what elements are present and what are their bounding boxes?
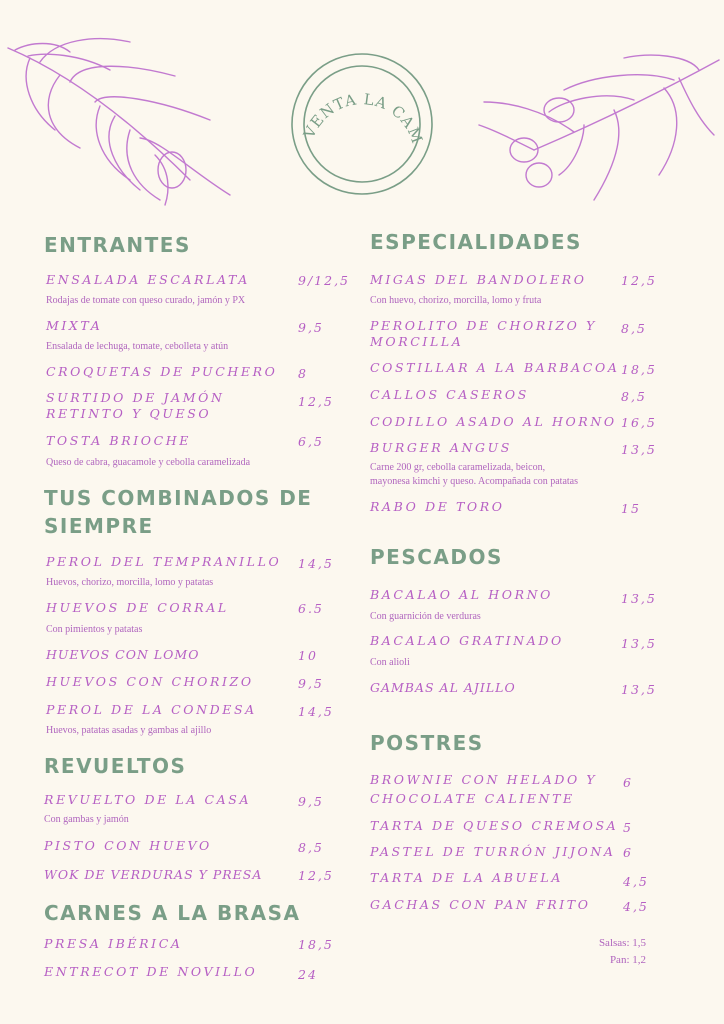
item-name: CHOCOLATE CALIENTE [370, 791, 575, 806]
salsas-price-note: Salsas: 1,5 [598, 937, 646, 949]
item-name: MORCILLA [370, 334, 464, 349]
item-name: BURGER ANGUS [370, 440, 512, 455]
item-price: 6 [623, 845, 633, 860]
item-price: 8,5 [298, 840, 324, 855]
section-title-revueltos: REVUELTOS [44, 754, 187, 778]
item-name: MIGAS DEL BANDOLERO [370, 272, 587, 287]
item-name: PISTO CON HUEVO [44, 838, 212, 853]
item-name: CODILLO ASADO AL HORNO [370, 414, 617, 429]
item-name: PEROL DEL TEMPRANILLO [46, 554, 282, 569]
item-name: HUEVOS CON LOMO [46, 647, 200, 662]
item-price: 8,5 [621, 389, 647, 404]
item-description: Con alioli [370, 657, 410, 668]
item-name: COSTILLAR A LA BARBACOA [370, 360, 620, 375]
item-price: 15 [621, 501, 641, 516]
item-price: 12,5 [621, 273, 657, 288]
item-name: BACALAO AL HORNO [370, 587, 553, 602]
item-name: HUEVOS CON CHORIZO [46, 674, 254, 689]
item-description: mayonesa kimchi y queso. Acompañada con patatas [370, 476, 578, 487]
item-name: TOSTA BRIOCHE [46, 433, 191, 448]
item-price: 6 [623, 775, 633, 790]
item-name: RETINTO Y QUESO [46, 406, 212, 421]
item-price: 9,5 [298, 794, 324, 809]
item-price: 10 [298, 648, 318, 663]
item-price: 4,5 [623, 899, 649, 914]
olive-branch-right-illustration [474, 50, 724, 210]
section-title-entrantes: ENTRANTES [44, 233, 191, 257]
item-price: 18,5 [298, 937, 334, 952]
item-description: Con guarnición de verduras [370, 611, 481, 622]
item-description: Huevos, patatas asadas y gambas al ajillo [46, 725, 212, 736]
item-price: 14,5 [298, 704, 334, 719]
item-price: 13,5 [621, 442, 657, 457]
item-description: Queso de cabra, guacamole y cebolla caramelizada [46, 457, 251, 468]
item-price: 13,5 [621, 591, 657, 606]
item-price: 16,5 [621, 415, 657, 430]
item-price: 4,5 [623, 874, 649, 889]
item-price: 6,5 [298, 434, 324, 449]
section-title-especialidades: ESPECIALIDADES [370, 230, 582, 254]
venta-la-camila-logo [290, 52, 434, 196]
item-description: Con gambas y jamón [44, 814, 129, 825]
item-name: PRESA IBÉRICA [44, 936, 183, 951]
item-name: TARTA DE LA ABUELA [370, 870, 563, 885]
item-name: HUEVOS DE CORRAL [46, 600, 229, 615]
section-title-combinados: SIEMPRE [44, 514, 154, 538]
item-price: 14,5 [298, 556, 334, 571]
section-title-carnes: CARNES A LA BRASA [44, 901, 301, 925]
item-name: CROQUETAS DE PUCHERO [46, 364, 278, 379]
item-price: 9,5 [298, 320, 324, 335]
item-name: REVUELTO DE LA CASA [44, 792, 252, 807]
item-name: CALLOS CASEROS [370, 387, 529, 402]
item-price: 9,5 [298, 676, 324, 691]
item-name: PEROLITO DE CHORIZO Y [370, 318, 597, 333]
item-price: 13,5 [621, 682, 657, 697]
item-name: ENSALADA ESCARLATA [46, 272, 250, 287]
item-name: PEROL DE LA CONDESA [46, 702, 257, 717]
item-description: Carne 200 gr, cebolla caramelizada, beicon, [370, 462, 546, 473]
item-description: Con huevo, chorizo, morcilla, lomo y fruta [370, 295, 542, 306]
item-name: RABO DE TORO [370, 499, 505, 514]
item-name: GAMBAS AL AJILLO [370, 680, 516, 695]
item-name: TARTA DE QUESO CREMOSA [370, 818, 619, 833]
item-description: Rodajas de tomate con queso curado, jamón y PX [46, 295, 246, 306]
item-price: 9/12,5 [298, 273, 350, 288]
item-description: Con pimientos y patatas [46, 624, 143, 635]
item-price: 18,5 [621, 362, 657, 377]
item-name: PASTEL DE TURRÓN JIJONA [370, 844, 616, 859]
item-price: 13,5 [621, 636, 657, 651]
item-description: Ensalada de lechuga, tomate, cebolleta y atún [46, 341, 229, 352]
item-price: 8 [298, 366, 308, 381]
pan-price-note: Pan: 1,2 [609, 954, 646, 966]
item-name: SURTIDO DE JAMÓN [46, 390, 225, 405]
section-title-pescados: PESCADOS [370, 545, 503, 569]
brand-name: VENTA LA CAM [299, 90, 427, 147]
section-title-postres: POSTRES [370, 731, 484, 755]
section-title-combinados: TUS COMBINADOS DE [44, 486, 313, 510]
item-price: 8,5 [621, 321, 647, 336]
item-price: 5 [623, 820, 633, 835]
item-description: Huevos, chorizo, morcilla, lomo y patatas [46, 577, 214, 588]
item-name: MIXTA [46, 318, 103, 333]
item-price: 12,5 [298, 868, 334, 883]
item-name: WOK DE VERDURAS Y PRESA [44, 867, 263, 882]
olive-branch-left-illustration [0, 30, 240, 210]
item-name: BROWNIE CON HELADO Y [370, 772, 598, 787]
item-price: 24 [298, 967, 318, 982]
item-price: 6.5 [298, 601, 324, 616]
item-name: BACALAO GRATINADO [370, 633, 564, 648]
item-name: GACHAS CON PAN FRITO [370, 897, 591, 912]
item-name: ENTRECOT DE NOVILLO [44, 964, 258, 979]
item-price: 12,5 [298, 394, 334, 409]
